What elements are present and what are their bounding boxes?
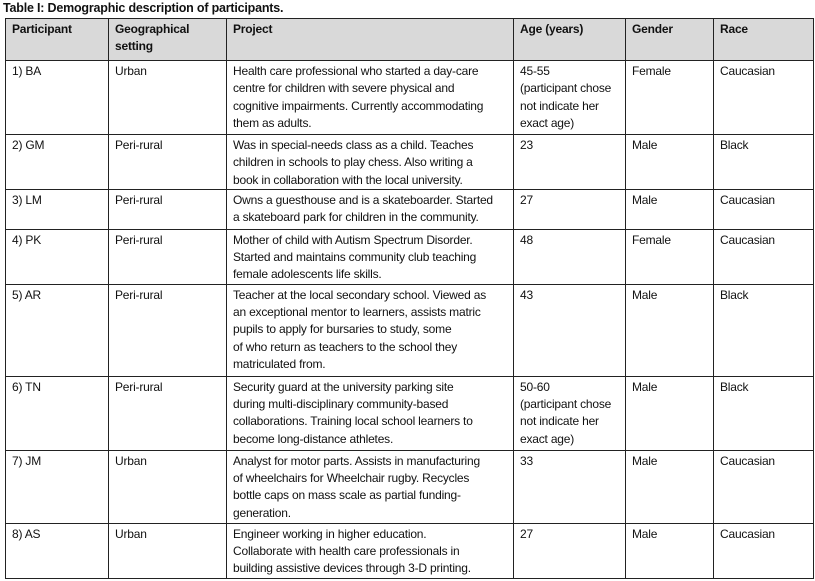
table-row xyxy=(6,523,814,578)
cell-age: 45-55 (participant chose not indicate her exact age) xyxy=(514,61,626,135)
cell-project: Teacher at the local secondary school. Viewed as an exceptional mentor to learners, assists matric pupils to apply for bursaries to study, some of who return as teachers to the school they matriculated from. xyxy=(227,284,514,376)
cell-age: 33 xyxy=(514,450,626,523)
cell-project: Health care professional who started a day-care centre for children with severe physical and cognitive impairments. Currently accommodating them as adults. xyxy=(227,61,514,135)
table-row xyxy=(6,189,814,229)
cell-age: 50-60 (participant chose not indicate her exact age) xyxy=(514,376,626,450)
cell-gender: Male xyxy=(626,189,714,229)
cell-participant: 4) PK xyxy=(6,229,109,284)
cell-participant: 3) LM xyxy=(6,189,109,229)
header-row xyxy=(6,19,814,61)
cell-project: Security guard at the university parking site during multi-disciplinary community-based collaborations. Training local school learners to become long-distance athletes. xyxy=(227,376,514,450)
header-age: Age (years) xyxy=(514,19,626,61)
cell-gender: Male xyxy=(626,376,714,450)
cell-participant: 6) TN xyxy=(6,376,109,450)
header-project: Project xyxy=(227,19,514,61)
cell-gender: Female xyxy=(626,229,714,284)
cell-age: 23 xyxy=(514,135,626,190)
cell-project: Owns a guesthouse and is a skateboarder. Started a skateboard park for children in the community. xyxy=(227,189,514,229)
header-gender: Gender xyxy=(626,19,714,61)
cell-project: Engineer working in higher education. Collaborate with health care professionals in building assistive devices through 3-D printing. xyxy=(227,523,514,578)
cell-race: Caucasian xyxy=(714,61,814,135)
cell-participant: 5) AR xyxy=(6,284,109,376)
table-row xyxy=(6,135,814,190)
cell-participant: 7) JM xyxy=(6,450,109,523)
cell-race: Black xyxy=(714,284,814,376)
cell-setting: Peri-rural xyxy=(109,135,227,190)
cell-age: 43 xyxy=(514,284,626,376)
cell-project: Was in special-needs class as a child. Teaches children in schools to play chess. Also writing a book in collaboration with the local university. xyxy=(227,135,514,190)
cell-gender: Male xyxy=(626,135,714,190)
cell-race: Caucasian xyxy=(714,189,814,229)
cell-setting: Peri-rural xyxy=(109,376,227,450)
header-setting: Geographical setting xyxy=(109,19,227,61)
cell-setting: Urban xyxy=(109,450,227,523)
cell-project: Mother of child with Autism Spectrum Disorder. Started and maintains community club teaching female adolescents life skills. xyxy=(227,229,514,284)
table-row xyxy=(6,450,814,523)
demographics-table xyxy=(5,18,814,579)
cell-race: Black xyxy=(714,135,814,190)
cell-race: Caucasian xyxy=(714,523,814,578)
cell-project: Analyst for motor parts. Assists in manufacturing of wheelchairs for Wheelchair rugby. Recycles bottle caps on mass scale as partial funding- generation. xyxy=(227,450,514,523)
cell-age: 27 xyxy=(514,189,626,229)
cell-age: 48 xyxy=(514,229,626,284)
table-row xyxy=(6,376,814,450)
table-caption: Table I: Demographic description of participants. xyxy=(3,1,284,15)
cell-gender: Male xyxy=(626,284,714,376)
cell-setting: Urban xyxy=(109,523,227,578)
cell-setting: Peri-rural xyxy=(109,189,227,229)
cell-race: Caucasian xyxy=(714,450,814,523)
cell-setting: Peri-rural xyxy=(109,284,227,376)
header-participant: Participant xyxy=(6,19,109,61)
cell-gender: Female xyxy=(626,61,714,135)
header-race: Race xyxy=(714,19,814,61)
cell-setting: Urban xyxy=(109,61,227,135)
cell-race: Black xyxy=(714,376,814,450)
cell-participant: 1) BA xyxy=(6,61,109,135)
table-row xyxy=(6,61,814,135)
table-row xyxy=(6,284,814,376)
cell-age: 27 xyxy=(514,523,626,578)
cell-participant: 2) GM xyxy=(6,135,109,190)
cell-participant: 8) AS xyxy=(6,523,109,578)
cell-gender: Male xyxy=(626,523,714,578)
cell-gender: Male xyxy=(626,450,714,523)
cell-race: Caucasian xyxy=(714,229,814,284)
cell-setting: Peri-rural xyxy=(109,229,227,284)
table-row xyxy=(6,229,814,284)
